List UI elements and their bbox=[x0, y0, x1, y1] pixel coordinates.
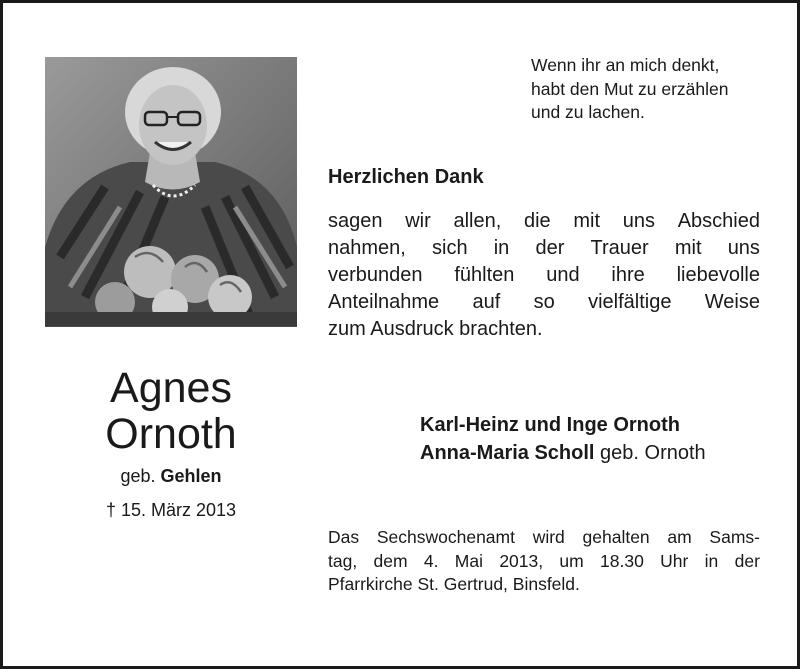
notice-line bbox=[328, 526, 760, 550]
signatory-suffix: geb. Ornoth bbox=[600, 442, 706, 464]
word: 18.30 bbox=[600, 550, 644, 571]
motto-line: Wenn ihr an mich denkt, bbox=[531, 55, 720, 75]
word: liebevolle bbox=[676, 264, 760, 286]
word: der bbox=[535, 237, 565, 259]
deceased-first-name: Agnes bbox=[110, 364, 232, 412]
word: mit bbox=[674, 237, 702, 259]
signatory-line bbox=[420, 439, 706, 467]
word: Abschied bbox=[677, 210, 760, 232]
word: Sams- bbox=[709, 527, 760, 547]
word: Mai bbox=[454, 550, 483, 571]
thanks-heading: Herzlichen Dank bbox=[328, 166, 484, 188]
motto-quote bbox=[531, 54, 771, 125]
word: sich bbox=[432, 237, 468, 259]
word: und bbox=[546, 264, 580, 286]
word: tag, bbox=[328, 550, 358, 571]
thanks-line bbox=[328, 208, 760, 235]
maiden-name-value: Gehlen bbox=[160, 466, 222, 486]
word: uns bbox=[622, 210, 655, 232]
word: ihre bbox=[611, 264, 645, 286]
word: 4. bbox=[423, 550, 439, 571]
word: Trauer bbox=[590, 237, 649, 259]
word: verbunden bbox=[328, 264, 423, 286]
death-date-value: 15. März 2013 bbox=[120, 500, 237, 520]
thanks-text bbox=[328, 208, 760, 343]
word: der bbox=[734, 550, 760, 571]
word: allen, bbox=[453, 210, 502, 232]
motto-line: und zu lachen. bbox=[531, 102, 645, 122]
word: nahmen, bbox=[328, 237, 406, 259]
word: sagen bbox=[328, 210, 383, 232]
word: auf bbox=[472, 291, 501, 313]
word: Anteilnahme bbox=[328, 291, 440, 313]
thanks-line bbox=[328, 289, 760, 316]
word: in bbox=[704, 550, 719, 571]
thanks-line bbox=[328, 235, 760, 262]
word: mit bbox=[573, 210, 601, 232]
word: wird bbox=[532, 527, 565, 547]
word: in bbox=[493, 237, 510, 259]
death-date bbox=[45, 499, 297, 521]
word: Pfarrkirche St. Gertrud, Binsfeld. bbox=[328, 574, 580, 594]
word: um bbox=[559, 550, 584, 571]
cross-icon: † bbox=[105, 500, 116, 520]
word: Das bbox=[328, 527, 360, 547]
word: gehalten bbox=[582, 527, 650, 547]
word: zum Ausdruck brachten. bbox=[328, 318, 543, 340]
signatory-names: Karl-Heinz und Inge Ornoth bbox=[420, 414, 680, 436]
word: dem bbox=[373, 550, 408, 571]
deceased-last-name: Ornoth bbox=[105, 410, 237, 458]
notice-line bbox=[328, 550, 760, 574]
maiden-name-prefix: geb. bbox=[120, 466, 156, 486]
word: 2013, bbox=[499, 550, 544, 571]
mass-notice bbox=[328, 526, 760, 597]
maiden-name bbox=[45, 465, 297, 487]
thanks-line bbox=[328, 262, 760, 289]
word: die bbox=[523, 210, 551, 232]
word: Uhr bbox=[660, 550, 689, 571]
word: Sechswochenamt bbox=[376, 527, 515, 547]
thanks-line-last bbox=[328, 316, 760, 343]
word: am bbox=[667, 527, 692, 547]
word: wir bbox=[405, 210, 431, 232]
signatory-names: Anna-Maria Scholl bbox=[420, 442, 595, 464]
word: so bbox=[533, 291, 555, 313]
word: vielfältige bbox=[588, 291, 672, 313]
portrait-photo bbox=[45, 57, 297, 327]
motto-line: habt den Mut zu erzählen bbox=[531, 78, 729, 99]
word: fühlten bbox=[454, 264, 515, 286]
signatory-line bbox=[420, 411, 706, 439]
notice-line-last bbox=[328, 573, 760, 597]
word: uns bbox=[727, 237, 760, 259]
signatories bbox=[420, 411, 706, 467]
word: Weise bbox=[704, 291, 760, 313]
